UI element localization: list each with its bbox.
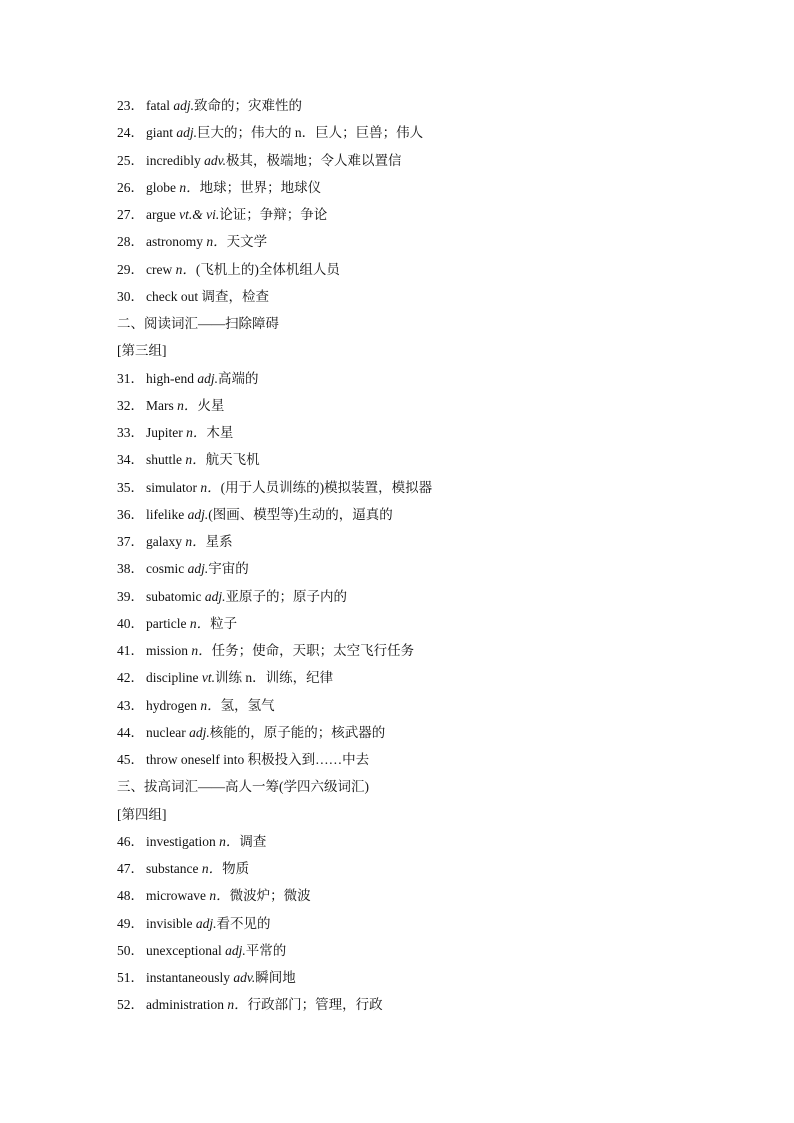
entry-part-of-speech: n． <box>200 697 221 713</box>
entry-definition: 木星 <box>206 425 234 440</box>
entry-part-of-speech: n． <box>175 261 196 277</box>
entry-number: 23． <box>117 98 144 113</box>
vocab-entry <box>117 392 717 419</box>
entry-number: 33． <box>117 425 144 440</box>
entry-definition: 调查，检查 <box>201 288 269 304</box>
entry-number: 48． <box>117 888 144 904</box>
entry-word: high-end <box>146 370 198 386</box>
entry-part-of-speech: n． <box>201 861 223 876</box>
entry-number: 50． <box>117 942 144 958</box>
entry-word: check out <box>146 288 202 304</box>
entry-number: 44． <box>117 724 144 740</box>
entry-part-of-speech: n． <box>209 888 230 904</box>
entry-number: 37． <box>117 534 144 549</box>
entry-part-of-speech: adv. <box>233 970 256 985</box>
entry-word: globe <box>146 179 180 195</box>
vocab-entry <box>117 283 717 310</box>
entry-word: crew <box>146 261 176 277</box>
entry-number: 39． <box>117 588 144 604</box>
entry-definition: 宇宙的 <box>208 561 249 577</box>
entry-number: 41． <box>117 643 144 658</box>
vocab-entry <box>117 228 717 255</box>
entry-number: 51． <box>117 970 144 985</box>
entry-number: 32． <box>117 397 144 413</box>
entry-word: throw oneself into <box>146 752 248 767</box>
entry-part-of-speech: n． <box>191 643 212 658</box>
entry-number: 34． <box>117 452 144 468</box>
vocab-entry <box>117 637 717 664</box>
vocab-entry <box>117 501 717 528</box>
vocab-entry <box>117 882 717 909</box>
entry-number: 35． <box>117 479 144 495</box>
entry-part-of-speech: n． <box>186 425 207 440</box>
entry-part-of-speech: adj. <box>197 370 219 386</box>
entry-word: argue <box>146 207 180 222</box>
vocab-entry <box>117 174 717 201</box>
entry-definition: 调查 <box>239 833 267 849</box>
vocab-entry <box>117 256 717 283</box>
vocab-entry <box>117 474 717 501</box>
entry-word: subatomic <box>146 588 205 604</box>
vocab-entry <box>117 610 717 637</box>
entry-word: shuttle <box>146 452 186 468</box>
entry-definition: 致命的；灾难性的 <box>194 98 302 113</box>
vocab-entry <box>117 719 717 746</box>
vocab-entry <box>117 365 717 392</box>
entry-definition: 行政部门；管理，行政 <box>247 997 383 1013</box>
section-heading: [第四组] <box>117 806 167 822</box>
entry-part-of-speech: n． <box>227 997 248 1013</box>
entry-part-of-speech: n． <box>177 397 198 413</box>
entry-word: hydrogen <box>146 697 201 713</box>
section-heading: [第三组] <box>117 343 167 359</box>
entry-part-of-speech: vt. <box>201 670 215 686</box>
vocab-entry <box>117 446 717 473</box>
entry-number: 26． <box>117 179 144 195</box>
entry-definition: 平常的 <box>245 942 287 958</box>
entry-part-of-speech: adj. <box>187 561 209 577</box>
entry-part-of-speech: adj. <box>189 724 210 740</box>
entry-word: unexceptional <box>146 942 226 958</box>
entry-definition: 任务；使命，天职；太空飞行任务 <box>211 643 415 658</box>
entry-part-of-speech: n． <box>200 479 221 495</box>
entry-word: substance <box>146 861 202 876</box>
entry-definition: 论证；争辩；争论 <box>219 207 328 222</box>
entry-definition: 航天飞机 <box>205 452 260 468</box>
entry-definition: 极其，极端地；令人难以置信 <box>225 152 402 168</box>
vocab-entry <box>117 583 717 610</box>
section-heading: 三、拔高词汇——高人一筹(学四六级词汇) <box>117 779 369 795</box>
entry-part-of-speech: adj. <box>173 98 194 113</box>
entry-part-of-speech: adj. <box>176 125 198 141</box>
vocab-entry <box>117 92 717 119</box>
entry-word: instantaneously <box>146 970 234 985</box>
entry-word: cosmic <box>146 561 188 577</box>
vocab-entry <box>117 664 717 691</box>
entry-part-of-speech: n． <box>185 534 206 549</box>
entry-part-of-speech: adv. <box>204 152 226 168</box>
entry-number: 28． <box>117 234 144 250</box>
entry-part-of-speech: n． <box>219 833 240 849</box>
entry-definition: 核能的，原子能的；核武器的 <box>209 724 386 740</box>
entry-definition: (图画、模型等)生动的，逼真的 <box>208 506 393 522</box>
entry-number: 45． <box>117 752 144 767</box>
vocab-entry <box>117 201 717 228</box>
entry-part-of-speech: adj. <box>187 506 209 522</box>
entry-word: Mars <box>146 397 178 413</box>
entry-word: simulator <box>146 479 201 495</box>
entry-word: discipline <box>146 670 202 686</box>
entry-word: Jupiter <box>146 425 187 440</box>
entry-definition: 积极投入到……中去 <box>247 752 370 767</box>
entry-word: fatal <box>146 98 174 113</box>
entry-number: 31． <box>117 370 144 386</box>
entry-number: 25． <box>117 152 144 168</box>
entry-number: 38． <box>117 561 144 577</box>
entry-word: giant <box>146 125 177 141</box>
entry-word: invisible <box>146 915 196 931</box>
entry-part-of-speech: adj. <box>225 942 246 958</box>
entry-definition: 物质 <box>222 861 250 876</box>
vocab-entry <box>117 692 717 719</box>
entry-part-of-speech: adj. <box>204 588 226 604</box>
entry-definition: 氢，氢气 <box>220 697 275 713</box>
vocab-entry <box>117 964 717 991</box>
entry-number: 30． <box>117 288 144 304</box>
vocab-entry <box>117 119 717 146</box>
entry-number: 49． <box>117 915 144 931</box>
entry-definition: 看不见的 <box>216 915 271 931</box>
entry-number: 52． <box>117 997 144 1013</box>
vocab-entry <box>117 828 717 855</box>
vocab-entry <box>117 555 717 582</box>
entry-definition: 巨大的；伟大的 n．巨人；巨兽；伟人 <box>197 125 424 141</box>
entry-definition: 星系 <box>205 534 233 549</box>
entry-number: 42． <box>117 670 144 686</box>
entry-number: 24． <box>117 125 144 141</box>
entry-part-of-speech: n． <box>206 234 227 250</box>
entry-number: 27． <box>117 207 144 222</box>
vocab-entry <box>117 937 717 964</box>
vocab-entry <box>117 910 717 937</box>
entry-word: astronomy <box>146 234 207 250</box>
entry-word: particle <box>146 615 190 631</box>
entry-word: nuclear <box>146 724 190 740</box>
entry-definition: 高端的 <box>218 370 259 386</box>
entry-definition: (用于人员训练的)模拟装置，模拟器 <box>220 479 433 495</box>
entry-part-of-speech: n． <box>185 452 206 468</box>
entry-word: administration <box>146 997 228 1013</box>
entry-definition: 火星 <box>197 397 225 413</box>
entry-word: lifelike <box>146 506 188 522</box>
entry-number: 29． <box>117 261 144 277</box>
vocab-entry <box>117 746 717 773</box>
entry-word: galaxy <box>146 534 186 549</box>
section-heading: 二、阅读词汇——扫除障碍 <box>117 316 279 331</box>
entry-definition: 瞬间地 <box>255 970 296 985</box>
entry-definition: 亚原子的；原子内的 <box>225 588 348 604</box>
entry-word: incredibly <box>146 152 205 168</box>
vocab-entry <box>117 528 717 555</box>
entry-definition: 训练 n．训练，纪律 <box>215 670 334 686</box>
vocab-entry <box>117 147 717 174</box>
entry-part-of-speech: vt.& vi. <box>179 207 220 222</box>
vocab-entry <box>117 419 717 446</box>
entry-word: investigation <box>146 833 220 849</box>
entry-number: 40． <box>117 615 144 631</box>
entry-word: mission <box>146 643 192 658</box>
entry-definition: (飞机上的)全体机组人员 <box>195 261 340 277</box>
entry-number: 47． <box>117 861 144 876</box>
entry-definition: 天文学 <box>226 234 268 250</box>
entry-word: microwave <box>146 888 210 904</box>
vocabulary-document <box>117 92 717 1019</box>
vocab-entry <box>117 991 717 1018</box>
entry-definition: 微波炉；微波 <box>229 888 311 904</box>
entry-number: 36． <box>117 506 144 522</box>
entry-definition: 地球；世界；地球仪 <box>199 179 322 195</box>
entry-part-of-speech: n． <box>179 179 200 195</box>
entry-number: 43． <box>117 697 144 713</box>
vocab-entry <box>117 855 717 882</box>
entry-part-of-speech: n． <box>189 615 211 631</box>
entry-number: 46． <box>117 833 144 849</box>
entry-definition: 粒子 <box>210 615 238 631</box>
entry-part-of-speech: adj. <box>195 915 217 931</box>
